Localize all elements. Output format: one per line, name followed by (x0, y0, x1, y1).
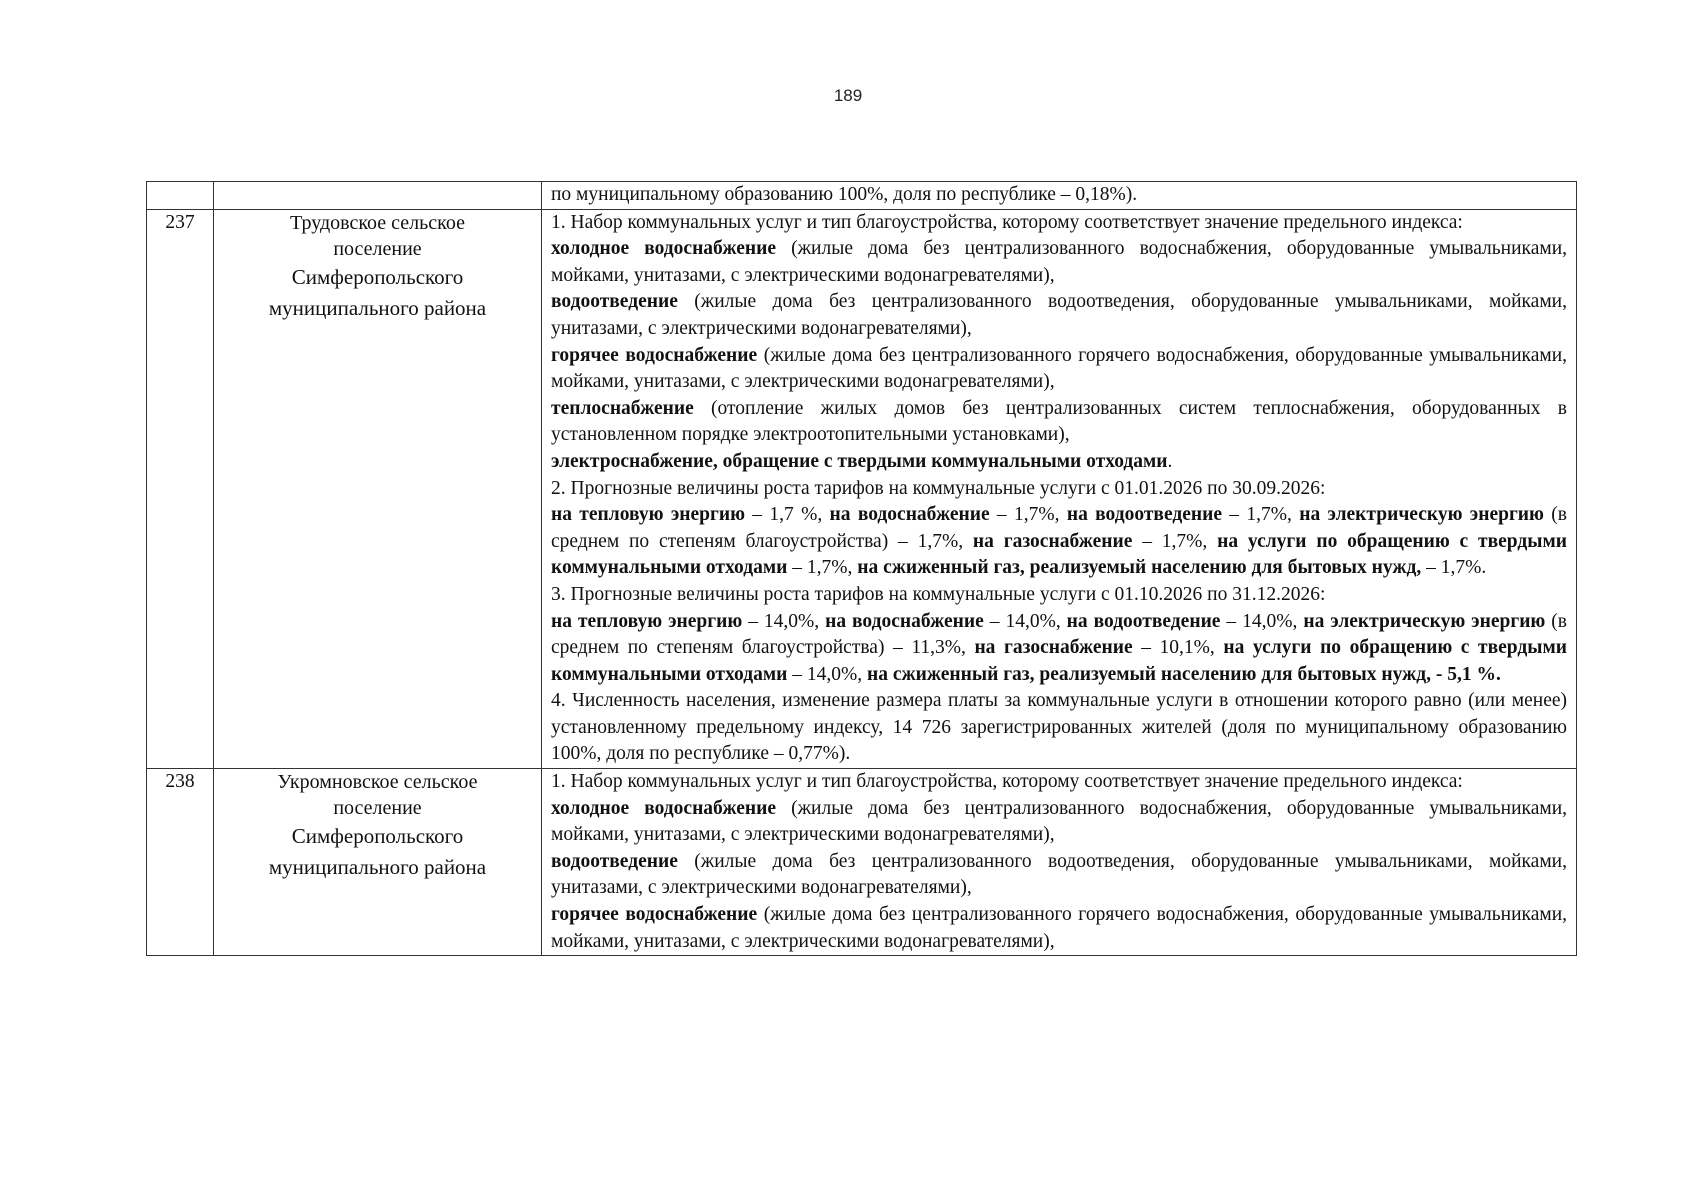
district-name-line: Симферопольского (291, 264, 464, 289)
paragraph-forecast-2-head: 3. Прогнозные величины роста тарифов на коммунальные услуги с 01.10.2026 по 31.12.2026: (551, 583, 1326, 605)
tariff-label: на услуги по обращению с твердыми коммунальными отходами (551, 530, 1567, 579)
tariff-label: на газоснабжение (972, 530, 1133, 552)
tariff-label: на электрическую энергию (1299, 504, 1544, 526)
services-description (542, 769, 1577, 956)
row-name-cell (214, 182, 542, 210)
tariff-value: – 1,7%, (787, 557, 858, 579)
tariff-value: – 1,7 %, (744, 504, 830, 526)
paragraph-services-set: 1. Набор коммунальных услуг и тип благоустройства, которому соответствует значение предельного индекса: (551, 211, 1463, 233)
paragraph-forecast-1-head: 2. Прогнозные величины роста тарифов на коммунальные услуги с 01.01.2026 по 30.09.2026: (551, 477, 1326, 499)
paragraph-hot-water (551, 343, 1567, 396)
settlement-name-line: поселение (333, 797, 422, 820)
table-row-continued (147, 182, 1577, 210)
settlement-name-line: поселение (333, 237, 422, 260)
tariff-value: – 1,7%, (1132, 530, 1218, 552)
page-number: 189 (833, 86, 863, 105)
service-text: (отопление жилых домов без централизованных систем теплоснабжения, оборудованных в установленном порядке электроотопительными установками), (551, 397, 1567, 446)
paragraph-drainage (551, 289, 1567, 342)
paragraph-electricity (551, 449, 1567, 476)
service-text: (жилые дома без централизованного водоотведения, оборудованные умывальниками, мойками, унитазами, с электрическими водонагревателями), (551, 291, 1567, 339)
service-label: горячее водоснабжение (551, 344, 758, 366)
tariff-label: на сжиженный газ, реализуемый населению для бытовых нужд, - 5,1 %. (866, 663, 1501, 685)
tariff-value: – 14,0%, (787, 663, 867, 685)
row-number: 238 (147, 769, 214, 956)
row-number-cell (147, 182, 214, 210)
tariff-value: (в среднем по степеням благоустройства) – 11,3%, (551, 610, 1567, 659)
tariff-value: – 1,7%, (989, 504, 1067, 526)
service-label: холодное водоснабжение (551, 238, 776, 260)
paragraph-cold-water (551, 236, 1567, 289)
paragraph-drainage (551, 849, 1567, 902)
tariff-label: на водоснабжение (825, 610, 984, 632)
tariff-table (146, 181, 1577, 956)
paragraph-population: 4. Численность населения, изменение размера платы за коммунальные услуги в отношении которого равно (или менее) установленному предельному индексу, 14 726 зарегистрированных жителей (доля по муниципальному образованию 100%, доля по республике – 0,77%). (551, 690, 1567, 765)
paragraph-hot-water (551, 902, 1567, 955)
paragraph-services-set: 1. Набор коммунальных услуг и тип благоустройства, которому соответствует значение предельного индекса: (551, 771, 1463, 793)
service-text: (жилые дома без централизованного горячего водоснабжения, оборудованные умывальниками, мойками, унитазами, с электрическими водонагревателями), (551, 344, 1568, 393)
settlement-name-line: Укромновское сельское (277, 771, 478, 794)
row-description-cell (542, 182, 1577, 210)
service-label: электроснабжение, обращение с твердыми коммунальными отходами (551, 450, 1168, 472)
tariff-label: на тепловую энергию (551, 504, 745, 526)
paragraph-forecast-2 (551, 609, 1567, 689)
service-label: горячее водоснабжение (551, 904, 758, 926)
tariff-label: на услуги по обращению с твердыми коммунальными отходами (551, 637, 1567, 685)
service-text: (жилые дома без централизованного горячего водоснабжения, оборудованные умывальниками, мойками, унитазами, с электрическими водонагревателями), (551, 904, 1568, 952)
row-number: 237 (147, 209, 214, 768)
tariff-value: (в среднем по степеням благоустройства) – 1,7%, (551, 504, 1567, 552)
tariff-value: – 1,7%, (1221, 504, 1300, 526)
settlement-name (214, 209, 542, 768)
tariff-label: на тепловую энергию (551, 610, 743, 632)
tariff-label: на электрическую энергию (1303, 610, 1546, 632)
service-label: холодное водоснабжение (551, 797, 776, 819)
service-text: (жилые дома без централизованного водоснабжения, оборудованные умывальниками, мойками, унитазами, с электрическими водонагревателями), (551, 797, 1568, 846)
tariff-label: на газоснабжение (974, 637, 1133, 659)
tariff-label: на сжиженный газ, реализуемый населению для бытовых нужд, (857, 557, 1422, 579)
settlement-name (214, 769, 542, 956)
service-label: водоотведение (551, 850, 678, 872)
tariff-value: – 14,0%, (1220, 610, 1304, 632)
paragraph-heating (551, 396, 1567, 449)
continued-text: по муниципальному образованию 100%, доля по республике – 0,18%). (551, 184, 1138, 205)
service-text: (жилые дома без централизованного водоотведения, оборудованные умывальниками, мойками, унитазами, с электрическими водонагревателями), (551, 850, 1567, 899)
tariff-value: – 10,1%, (1132, 637, 1224, 659)
district-name-line: муниципального района (268, 295, 487, 320)
service-text: . (1167, 450, 1173, 472)
tariff-label: на водоотведение (1066, 610, 1221, 632)
tariff-value: – 14,0%, (983, 610, 1067, 632)
tariff-label: на водоотведение (1066, 504, 1222, 526)
tariff-value: – 1,7%. (1421, 557, 1487, 579)
services-description (542, 209, 1577, 768)
settlement-name-line: Трудовское сельское (290, 211, 465, 234)
service-label: водоотведение (551, 291, 678, 313)
district-name-line: муниципального района (268, 855, 487, 880)
service-text: (жилые дома без централизованного водоснабжения, оборудованные умывальниками, мойками, унитазами, с электрическими водонагревателями), (551, 238, 1568, 286)
paragraph-cold-water (551, 796, 1567, 849)
tariff-value: – 14,0%, (742, 610, 826, 632)
district-name-line: Симферопольского (291, 824, 464, 849)
table-row (147, 769, 1577, 956)
service-label: теплоснабжение (551, 397, 694, 419)
paragraph-forecast-1 (551, 502, 1567, 582)
table-row (147, 209, 1577, 768)
tariff-label: на водоснабжение (829, 504, 990, 526)
